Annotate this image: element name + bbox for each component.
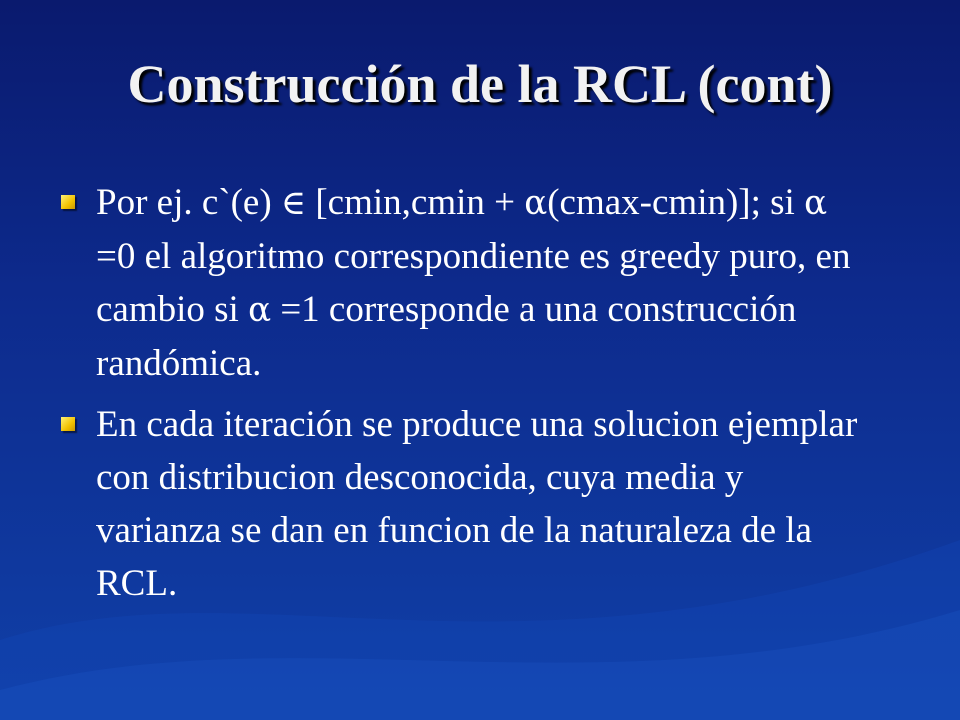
bullet-text-2: En cada iteración se produce una solucion ejemplar con distribucion desconocida, cuya media y varianza se dan en funcion de la naturaleza de la RCL. — [96, 404, 858, 604]
square-bullet-icon — [61, 417, 75, 431]
bullet-text-1: Por ej. c`(e) ∈ [cmin,cmin + α(cmax-cmin)]; si α =0 el algoritmo correspondiente es greedy puro, en cambio si α =1 corresponde a una construcción randómica. — [96, 182, 851, 384]
element-of-symbol: ∈ — [280, 183, 307, 223]
alpha-symbol: α — [804, 183, 828, 223]
bullet-item-2 — [58, 398, 868, 610]
bullet-list — [58, 176, 868, 618]
square-bullet-icon — [61, 195, 75, 209]
bullet-item-1 — [58, 176, 868, 390]
alpha-symbol: α — [524, 183, 548, 223]
alpha-symbol: α — [248, 290, 272, 330]
slide-title: Construcción de la RCL (cont) — [127, 54, 833, 114]
